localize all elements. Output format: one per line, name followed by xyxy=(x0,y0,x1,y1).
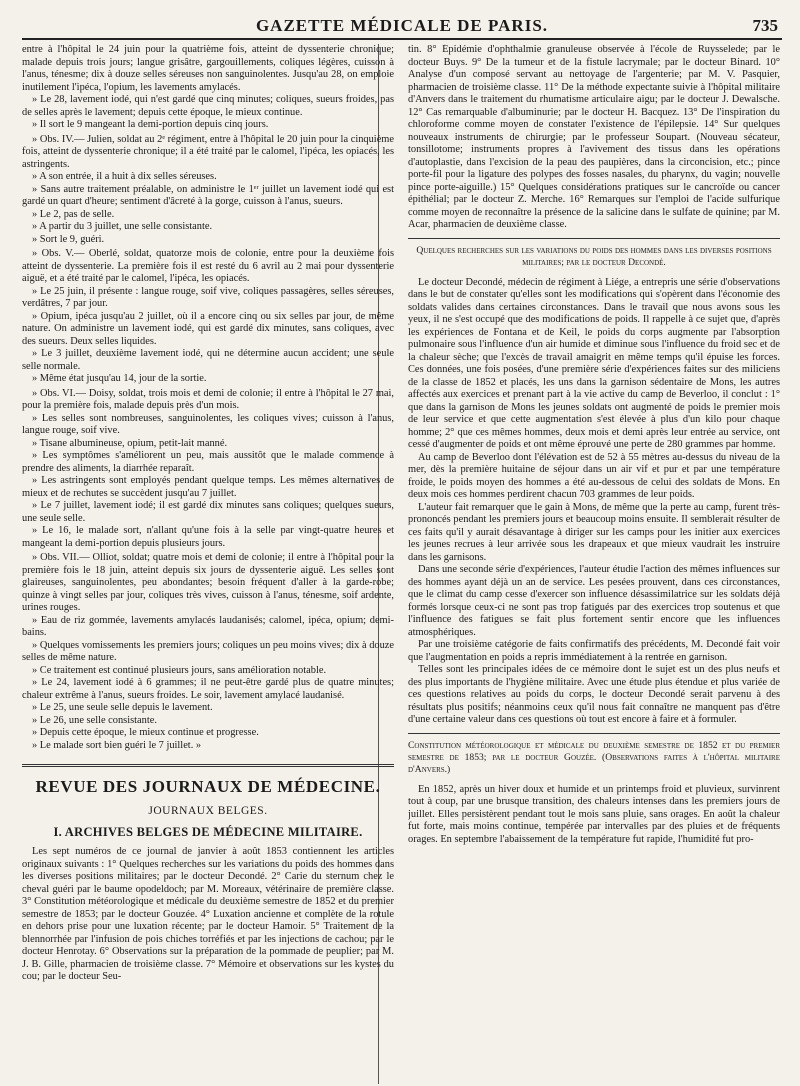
paragraph: » Ce traitement est continué plusieurs jours, sans amélioration notable. xyxy=(32,664,327,676)
observation-5: » Obs. V.— Oberlé, soldat, quatorze mois de colonie, entre pour la deuxième fois atteint de dyssenterie. La première fois il est resté du 6 avril au 2 mai pour dyssenterie aiguë, et a été traité par le calomel, l'ipéca, les opiacés. xyxy=(22,248,394,284)
paragraph: » Le 28, lavement iodé, qui n'est gardé que cinq minutes; coliques, sueurs froides, pas de selles après le lavement; depuis cette époque, le mieux continue. xyxy=(22,94,394,118)
paragraph: L'auteur fait remarquer que le gain à Mons, de même que la perte au camp, furent très-prononcés pendant les premiers jours et beaucoup moins ensuite. Il semblerait résulter de ces faits qu'il y aurait désavantage à diriger sur les camps pour les initier aux exercices les jeunes recrues à leur arrivée sous les drapeaux et que mieux vaudrait les instruire dans les garnisons. xyxy=(408,501,780,563)
paragraph: Le docteur Decondé, médecin de régiment à Liége, a entrepris une série d'observations dans le but de constater qu'elles sont les modifications qui s'opèrent dans l'économie des soldats valides dans certaines circonstances. Dans le travail que nous avons sous les yeux, il ne s'est occupé que des modifications de poids. Il rappelle à ce sujet que, d'après les expériences de Fontana et de Keil, le poids du corps augmente par l'absorption pulmonaire sous l'influence d'un air humide et diminue sous l'influence du froid sec et de la chaleur sèche; que l'excès de travail amaigrit en même temps qu'il épuise les forces. Ces données, une fois posées, d'une première série d'expériences faites sur des miliciens de la classe de 1852 et placés, les uns dans la garnison sédentaire de Mons, les autres affectés aux exercices et prenant part à la vie active du camp de Beverloo, il conclut : 1° que dans la garnison de Mons les jeunes soldats ont augmenté de poids le premier mois de leur service et que cette augmentation s'est élevée à plus d'un kilo pour chaque homme; 2° que ces mêmes hommes, deux mois et demi après leur entrée au service, ont cessé d'augmenter de poids et ont même éprouvé une perte de 280 grammes par homme. xyxy=(408,276,780,450)
paragraph: » Les selles sont nombreuses, sanguinolentes, les coliques vives; cuisson à l'anus, langue rouge, soif vive. xyxy=(22,412,394,436)
paragraph: Les sept numéros de ce journal de janvier à août 1853 contiennent les articles originaux suivants : 1° Quelques recherches sur les variations du poids des hommes dans les diverses positions militaires; par le docteur Decondé. 2° Carie du sternum chez le cheval guéri par le baume opodeldoch; par M. Moreaux, vétérinaire de première classe. 3° Constitution météorologique et médicale du deuxième semestre de 1852 et du premier semestre de 1853; par le docteur Gouzée. 4° Luxation ancienne et complète de la rotule en dehors prise pour une luxation récente; par le docteur Hamoir. 5° Traitement de la blennorrhée par l'infusion de pois chiches torréfiés et par les injections de cachou; par le docteur Henrotay. 6° Observations sur la préparation de la pommade de peuplier; par M. J. B. Gille, pharmacien de troisième classe. 7° Mémoire et observations sur les kystes du cou; par le docteur Seu- xyxy=(22,846,394,982)
paragraph: Telles sont les principales idées de ce mémoire dont le sujet est un des plus neufs et des plus importants de l'hygiène militaire. Avec une étude plus étendue et plus variée de ces questions relatives au poids du corps, le docteur Decondé serait parvenu à des résultats plus positifs; néanmoins ceux qu'il nous fait connaître ne manquent pas d'être d'une certaine valeur dans ces questions où tout est encore à faire et à formuler. xyxy=(408,664,780,725)
paragraph: » Le 3 juillet, deuxième lavement iodé, qui ne détermine aucun accident; une seule selle normale. xyxy=(22,348,394,372)
page-number: 735 xyxy=(752,16,778,35)
paragraph: Au camp de Beverloo dont l'élévation est de 52 à 55 mètres au-dessus du niveau de la mer, dès la première huitaine de séjour dans un air vif et pur et par une température froide, le poids moyen des hommes a été au-dessous de celui des soldats de Mons. En deux mois ces hommes perdirent chacun 703 grammes de leur poids. xyxy=(408,451,780,500)
paragraph: Par une troisième catégorie de faits confirmatifs des précédents, M. Decondé fait voir que l'augmentation en poids a repris immédiatement à la rentrée en garnison. xyxy=(408,639,780,663)
paragraph: » Le 25 juin, il présente : langue rouge, soif vive, coliques passagères, selles séreuses, verdâtres, 7 par jour. xyxy=(22,285,394,309)
paragraph: » Opium, ipéca jusqu'au 2 juillet, où il a encore cinq ou six selles par jour, de même nature. On administre un lavement iodé, qui est gardé dix minutes, sans coliques, avec des sueurs. Deux selles liquides. xyxy=(22,310,394,347)
paragraph: » Le 26, une selle consistante. xyxy=(32,714,157,726)
paragraph: En 1852, après un hiver doux et humide et un printemps froid et pluvieux, survinrent tout à coup, par une brusque transition, des chaleurs intenses dans les premiers jours de juillet. Elles persistèrent pendant tout le mois sans pluie, sans orages. En août la chaleur fut forte, mais moins continue, tempérée par intervalles par des pluies et de fréquents orages. En septembre l'abaissement de la température fut rapide, l'humidité fut pro- xyxy=(408,783,780,845)
paragraph: » Sort le 9, guéri. xyxy=(32,233,105,245)
paragraph: » Il sort le 9 mangeant la demi-portion depuis cinq jours. xyxy=(32,119,269,130)
observation-7: » Obs. VII.— Olliot, soldat; quatre mois et demi de colonie; il entre à l'hôpital pour la première fois le 18 juin, atteint depuis six jours de dyssenterie aiguë. Les selles sont glaireuses, sanguinolentes, peu abondantes; besoin fréquent d'aller à la garde-robe; quinze à vingt selles par jour, coliques très vives, cuisson à l'anus, ténesme, soif ardente, urines rouges. xyxy=(22,552,394,613)
journal-title: GAZETTE MÉDICALE DE PARIS. xyxy=(255,16,549,35)
divider xyxy=(408,733,780,734)
article-heading: Quelques recherches sur les variations du poids des hommes dans les diverses positions militaires; par le docteur Decondé. xyxy=(416,244,772,268)
observation-6: » Obs. VI.— Doisy, soldat, trois mois et demi de colonie; il entre à l'hôpital le 27 mai, pour la première fois, malade depuis près d'un mois. xyxy=(22,387,394,411)
paragraph: » Le 16, le malade sort, n'allant qu'une fois à la selle par vingt-quatre heures et mangeant la demi-portion depuis plusieurs jours. xyxy=(22,525,394,549)
section-rule xyxy=(22,764,394,767)
paragraph: » Le 7 juillet, lavement iodé; il est gardé dix minutes sans coliques; quelques sueurs, une seule selle. xyxy=(22,500,394,524)
paragraph: Dans une seconde série d'expériences, l'auteur étudie l'action des mêmes influences sur des hommes ayant déjà un an de service. Les pesées prouvent, dans ces circonstances, que le climat du camp cesse d'exercer son influence désassimilatrice sur les soldats déjà formés lorsque ceux-ci ne sont pas trop fatigués par des exercices trop soutenus et que l'influence des fatigues se fait plus fortement sentir encore que les influences atmosphériques. xyxy=(408,564,780,638)
columns xyxy=(22,44,782,1084)
paragraph: » Sans autre traitement préalable, on administre le 1ᵉʳ juillet un lavement iodé qui est gardé un quart d'heure; sentiment d'âcreté à la gorge, cuisson à l'anus, sueurs. xyxy=(22,183,394,207)
paragraph: » Même état jusqu'au 14, jour de la sortie. xyxy=(32,373,207,384)
paragraph: » Depuis cette époque, le mieux continue et progresse. xyxy=(32,727,259,738)
page-header xyxy=(22,14,782,40)
article-heading: Constitution météorologique et médicale du deuxième semestre de 1852 et du premier semestre de 1853; par le docteur Gouzée. (Observations faites à l'hôpital militaire d'Anvers.) xyxy=(408,739,780,775)
paragraph: » A son entrée, il a huit à dix selles séreuses. xyxy=(32,171,217,182)
paragraph: » Le malade sort bien guéri le 7 juillet. » xyxy=(32,739,202,751)
observation-4: » Obs. IV.— Julien, soldat au 2ᵉ régiment, entre à l'hôpital le 20 juin pour la cinquième fois, atteint de dyssenterie chronique; il a été traité par le calomel, l'ipéca, les opiacés, les astringents. xyxy=(22,133,394,170)
paragraph: » Tisane albumineuse, opium, petit-lait manné. xyxy=(32,437,228,449)
paragraph: » Les astringents sont employés pendant quelque temps. Les mêmes alternatives de mieux et de rechutes se succèdent jusqu'au 7 juillet. xyxy=(22,475,394,499)
left-column xyxy=(22,44,394,1082)
paragraph: » A partir du 3 juillet, une selle consistante. xyxy=(32,221,213,232)
divider xyxy=(408,238,780,239)
journal-heading: I. ARCHIVES BELGES DE MÉDECINE MILITAIRE. xyxy=(53,825,363,839)
subsection-title: JOURNAUX BELGES. xyxy=(148,805,268,817)
right-column xyxy=(408,44,780,1082)
section-title: REVUE DES JOURNAUX DE MÉDECINE. xyxy=(35,777,381,796)
paragraph: » Les symptômes s'améliorent un peu, mais aussitôt que le malade commence à prendre des aliments, la diarrhée reparaît. xyxy=(22,450,394,474)
paragraph: » Le 24, lavement iodé à 6 grammes; il ne peut-être gardé plus de quatre minutes; chaleur extrême à l'anus, sueurs froides. Le soir, lavement amylacé laudanisé. xyxy=(22,677,394,701)
paragraph: » Quelques vomissements les premiers jours; coliques un peu moins vives; dix à douze selles de même nature. xyxy=(22,639,394,663)
paragraph: entre à l'hôpital le 24 juin pour la quatrième fois, atteint de dyssenterie chronique; malade depuis trois jours; langue grisâtre, gargouillements, coliques légères, cuisson à l'anus, ténesme; dix à douze selles séreuses non sanguinolentes. Jusqu'au 28, on emploie inutilement l'ipéca, l'opium, les lavements amylacés. xyxy=(22,44,394,93)
paragraph: » Eau de riz gommée, lavements amylacés laudanisés; calomel, ipéca, opium; demi-bains. xyxy=(22,614,394,638)
paragraph: » Le 25, une seule selle depuis le lavement. xyxy=(32,702,213,713)
paragraph: tin. 8° Épidémie d'ophthalmie granuleuse observée à l'école de Ruysselede; par le docteur Buys. 9° De la tumeur et de la fistule lacrymale; par le docteur Binard. 10° Analyse d'un composé servant au nettoyage de l'argenterie; par M. V. Pasquier, pharmacien de troisième classe. 11° De la méthode expectante suivie à l'hôpital militaire d'Anvers dans le traitement du rhumatisme articulaire aigu; par le docteur J. Dewalsche. 12° Cas remarquable d'albuminurie; par le docteur H. Bacquez. 13° De l'inspiration du chloroforme comme moyen de constater l'existence de l'épilepsie. 14° Sur quelques nouveaux instruments de chirurgie; par le professeur Soupart. (Nouveau sécateur, tonsillotome; instruments propres à l'avivement des tissus dans les opérations d'autoplastie, dans l'excision de la peau des paupières, dans la circoncision, etc.; pince porte-fil pour la ligature des polypes des fosses nasales, du pharynx, du vagin; nouvelle pince porte-aiguille.) 15° Quelques considérations pratiques sur le cancroïde ou cancer épithélial; par le docteur Z. Merche. 16° Remarques sur l'emploi de l'acide sulfurique comme moyen de reconnaître la présence de la salicine dans le sulfate de quinine; par M. Acar, pharmacien de deuxième classe. xyxy=(408,44,780,230)
paragraph: » Le 2, pas de selle. xyxy=(32,208,115,220)
